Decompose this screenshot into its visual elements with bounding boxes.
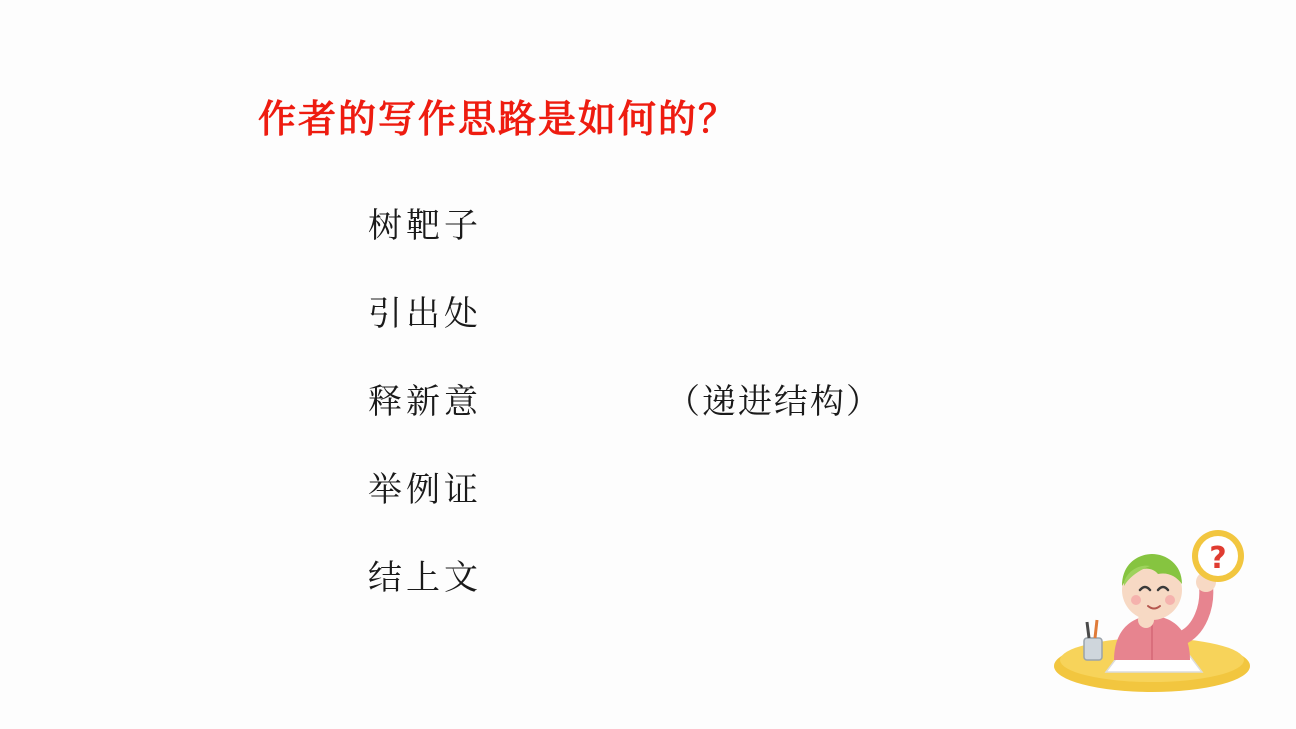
- structure-annotation: （递进结构）: [666, 382, 882, 422]
- svg-text:?: ?: [1209, 541, 1227, 576]
- page-title: 作者的写作思路是如何的？: [258, 97, 739, 141]
- list-item: 释新意: [368, 382, 482, 422]
- student-thinking-illustration: [1040, 520, 1260, 700]
- list-item: 树靶子: [368, 206, 482, 246]
- list-item: 结上文: [368, 558, 482, 598]
- list-item: 举例证: [368, 470, 482, 510]
- steps-list: [368, 198, 668, 638]
- list-item: 引出处: [368, 294, 482, 334]
